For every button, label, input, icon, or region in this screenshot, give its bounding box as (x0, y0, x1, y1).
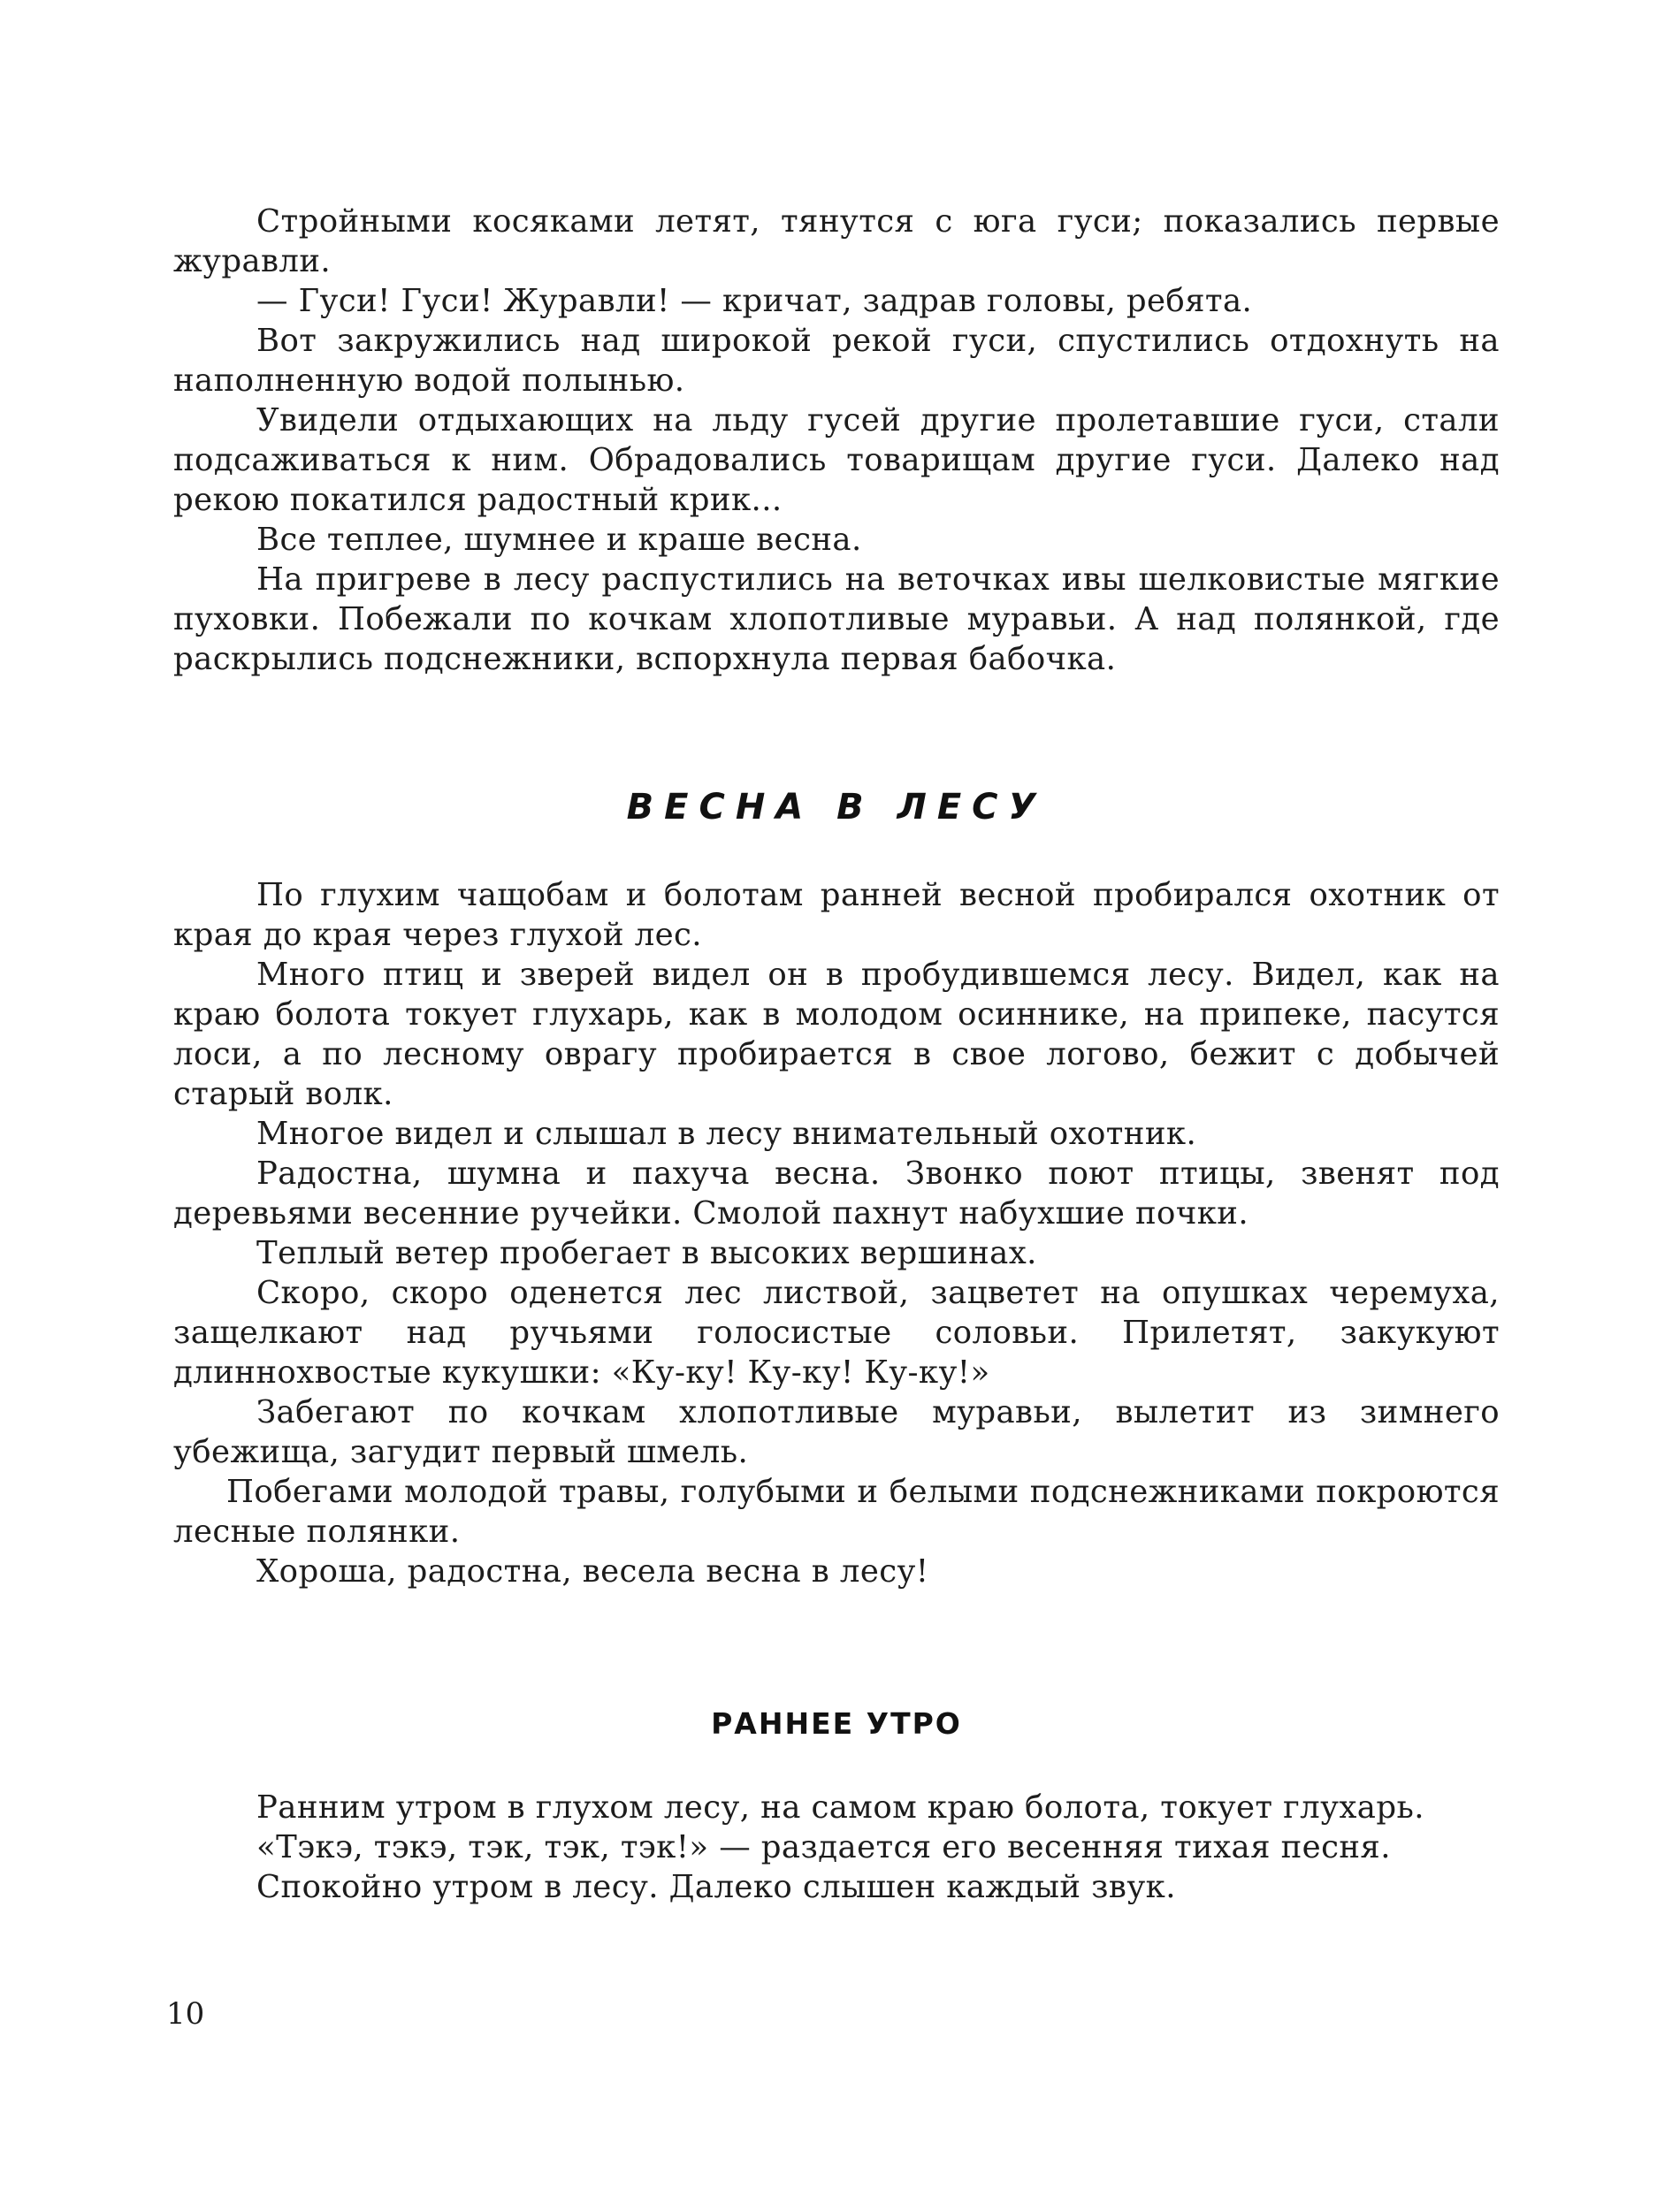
paragraph: Теплый ветер пробегает в высоких вершинах. (256, 1235, 1037, 1271)
paragraph: Спокойно утром в лесу. Далеко слышен каждый звук. (256, 1869, 1176, 1905)
paragraph: На пригреве в лесу распустились на веточках ивы шелковистые мягкие пуховки. Побежали по кочкам хлопотливые муравьи. А над полянкой, где раскрылись подснежники, вспорхнула первая бабочка. (173, 561, 1500, 677)
paragraph: Ранним утром в глухом лесу, на самом краю болота, токует глухарь. (256, 1789, 1424, 1826)
page-number: 10 (166, 1996, 205, 2032)
intro-text (173, 202, 1500, 679)
section-title-early-morning: РАННЕЕ УТРО (711, 1706, 962, 1741)
paragraph: — Гуси! Гуси! Журавли! — кричат, задрав головы, ребята. (256, 283, 1253, 319)
paragraph: Вот закружились над широкой рекой гуси, спустились отдохнуть на наполненную водой полынью. (173, 323, 1500, 399)
paragraph: Побегами молодой травы, голубыми и белыми подснежниками покроются лесные полянки. (173, 1474, 1500, 1550)
paragraph: Стройными косяками летят, тянутся с юга гуси; показались первые журавли. (173, 203, 1500, 279)
paragraph: Увидели отдыхающих на льду гусей другие пролетавшие гуси, стали подсаживаться к ним. Обрадовались товарищам другие гуси. Далеко над рекою покатился радостный крик... (173, 402, 1500, 518)
paragraph: По глухим чащобам и болотам ранней весной пробирался охотник от края до края через глухой лес. (173, 877, 1500, 953)
paragraph: Многое видел и слышал в лесу внимательный охотник. (256, 1116, 1197, 1152)
paragraph: Много птиц и зверей видел он в пробудившемся лесу. Видел, как на краю болота токует глухарь, как в молодом осиннике, на припеке, пасутся лоси, а по лесному оврагу пробирается в свое логово, бежит с добычей старый волк. (173, 957, 1500, 1112)
forest-text (173, 875, 1500, 1591)
paragraph: Забегают по кочкам хлопотливые муравьи, вылетит из зимнего убежища, загудит первый шмель. (173, 1394, 1500, 1470)
paragraph: Хороша, радостна, весела весна в лесу! (256, 1553, 929, 1590)
morning-text (173, 1788, 1500, 1907)
paragraph: Все теплее, шумнее и краше весна. (256, 522, 862, 558)
section-title-spring-forest: ВЕСНА В ЛЕСУ (626, 787, 1047, 828)
paragraph: Радостна, шумна и пахуча весна. Звонко поют птицы, звенят под деревьями весенние ручейки. Смолой пахнут набухшие почки. (173, 1156, 1500, 1232)
paragraph: «Тэкэ, тэкэ, тэк, тэк, тэк!» — раздается его весенняя тихая песня. (256, 1829, 1391, 1865)
paragraph: Скоро, скоро оденется лес листвой, зацветет на опушках черемуха, защелкают над ручьями голосистые соловьи. Прилетят, закукуют длиннохвостые кукушки: «Ку-ку! Ку-ку! Ку-ку!» (173, 1275, 1500, 1391)
